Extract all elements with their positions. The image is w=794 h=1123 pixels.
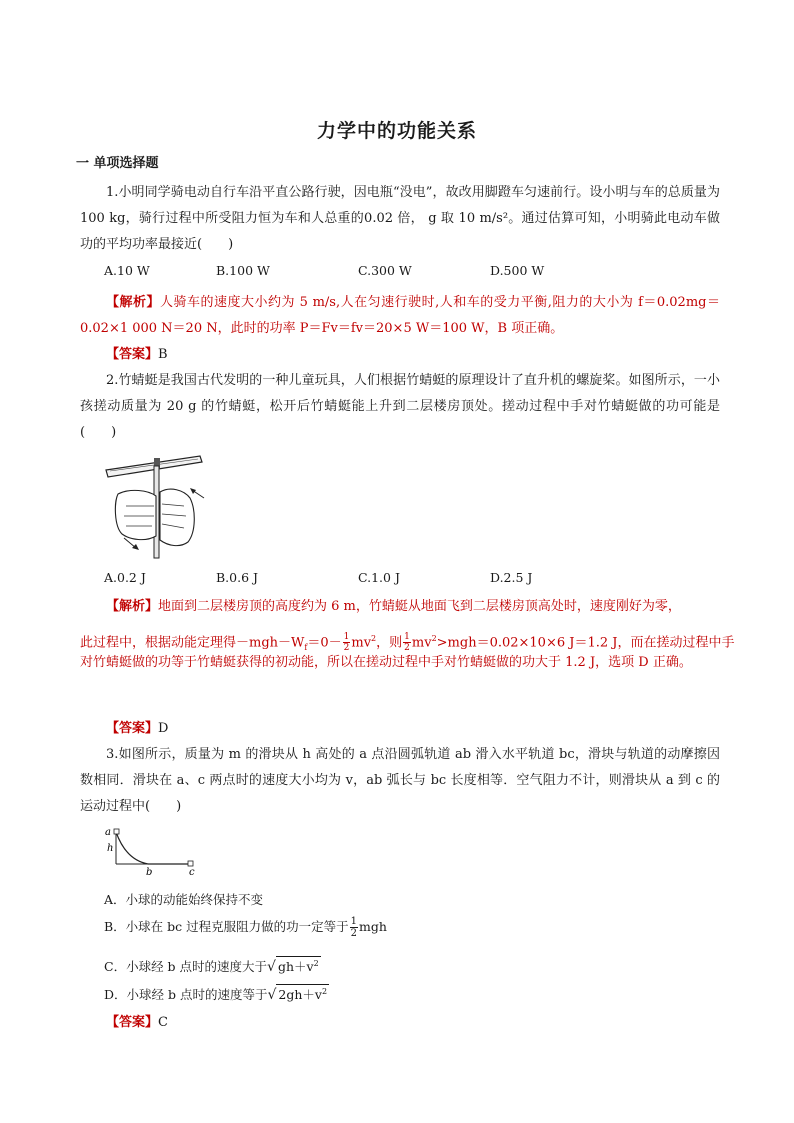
q1-option-a: A.10 W xyxy=(104,263,150,278)
q1-answer-tag: 【答案】 xyxy=(106,347,159,362)
q3-option-c: C．小球经 b 点时的速度大于√ $gh+v^2$ xyxy=(104,956,321,975)
q2-analysis-b1: 此过程中，根据动能定理得－mgh－W xyxy=(80,635,305,651)
q2-analysis-tag: 【解析】 xyxy=(106,599,159,614)
q1-answer xyxy=(80,342,720,368)
frac-num: 1 xyxy=(343,632,350,643)
q1-option-d: D.500 W xyxy=(490,263,545,278)
q2-analysis-b6: >mgh＝0.02×10×6 J＝1.2 J，而在搓动过程中手 xyxy=(436,635,735,651)
q3-option-b-tail: mgh xyxy=(359,919,387,934)
q2-analysis-line3: 对竹蜻蜓做的功等于竹蜻蜓获得的初动能，所以在搓动过程中手对竹蜻蜓做的功大于 1.2 J，选项 D 正确。 xyxy=(80,655,692,670)
q3-option-c-text: C．小球经 b 点时的速度大于 xyxy=(104,959,268,974)
q2-analysis-text-a: 地面到二层楼房顶的高度约为 6 m，竹蜻蜓从地面飞到二层楼房顶高处时，速度刚好为零， xyxy=(158,599,681,614)
q2-option-c: C.1.0 J xyxy=(358,570,400,585)
q2-option-d: D.2.5 J xyxy=(490,570,533,585)
q3-option-b xyxy=(104,916,387,939)
label-a: a xyxy=(105,827,111,838)
q3-sup-d: 2 xyxy=(321,986,328,996)
q1-stem: 1.小明同学骑电动自行车沿平直公路行驶，因电瓶“没电”，故改用脚蹬车匀速前行。设小明与车的总质量为 100 kg，骑行过程中所受阻力恒为车和人总重的0.02 倍， g 取 10 m/s²。通过估算可知，小明骑此电动车做功的平均功率最接近( ) xyxy=(80,185,720,252)
q3-option-a: A．小球的动能始终保持不变 xyxy=(104,892,264,907)
q2-option-a: A.0.2 J xyxy=(104,570,146,585)
q3-sup-c: 2 xyxy=(313,958,319,968)
q3-option-d-text: D．小球经 b 点时的速度等于 xyxy=(104,987,268,1002)
q2-answer xyxy=(80,716,720,742)
q2-analysis-b2: ＝0－ xyxy=(307,635,342,651)
page-title: 力学中的功能关系 xyxy=(316,120,477,142)
q1-answer-value: B xyxy=(158,347,168,362)
q2-analysis-b3: mv xyxy=(351,635,372,651)
q3-option-c-radicand: gh＋v xyxy=(277,959,314,974)
q2-analysis-b5: mv xyxy=(411,635,432,651)
q2-sup-2: 2 xyxy=(431,634,437,643)
q3-stem: 3.如图所示，质量为 m 的滑块从 h 高处的 a 点沿圆弧轨道 ab 滑入水平轨道 bc，滑块与轨道的动摩擦因数相同．滑块在 a、c 两点时的速度大小均为 v，ab 弧长与 bc 长度相等．空气阻力不计，则滑块从 a 到 c 的运动过程中( ) xyxy=(80,747,720,814)
label-c: c xyxy=(189,867,195,876)
q1-analysis xyxy=(80,290,720,342)
q3-fraction xyxy=(350,916,358,939)
bamboo-dragonfly-figure xyxy=(104,450,214,562)
q3-option-b-text: B．小球在 bc 过程克服阻力做的功一定等于 xyxy=(104,919,349,934)
q1-analysis-tag: 【解析】 xyxy=(106,295,161,310)
section-heading: 一 单项选择题 xyxy=(76,156,159,171)
q2-analysis-b4: ，则 xyxy=(376,635,403,651)
track-figure xyxy=(102,826,202,876)
q2-analysis-line1 xyxy=(80,594,720,620)
q2-answer-value: D xyxy=(158,721,169,736)
q3-answer-tag: 【答案】 xyxy=(106,1015,159,1030)
frac-num: 1 xyxy=(404,632,410,643)
label-b: b xyxy=(146,867,153,876)
q1-analysis-text: 人骑车的速度大小约为 5 m/s,人在匀速行驶时,人和车的受力平衡,阻力的大小为 f＝0.02mg＝0.02×1 000 N＝20 N，此时的功率 P＝Fv＝fv＝20×5 W＝100 W，B 项正确。 xyxy=(80,295,720,336)
frac-den: 2 xyxy=(343,643,350,654)
q3-option-d: D．小球经 b 点时的速度等于√ $2gh+v^2$ xyxy=(104,984,329,1003)
q2-option-b: B.0.6 J xyxy=(216,570,259,585)
frac-num: 1 xyxy=(350,916,358,927)
q3-answer xyxy=(80,1010,720,1036)
q3-option-d-radicand: 2gh＋v xyxy=(278,987,322,1002)
frac-den: 2 xyxy=(350,928,358,939)
frac-den: 2 xyxy=(404,643,410,654)
label-h: h xyxy=(107,843,114,854)
q2-analysis-sub: f xyxy=(304,642,308,652)
q2-stem: 2.竹蜻蜓是我国古代发明的一种儿童玩具，人们根据竹蜻蜓的原理设计了直升机的螺旋桨。如图所示，一小孩搓动质量为 20 g 的竹蜻蜓，松开后竹蜻蜓能上升到二层楼房顶处。搓动过程中手对竹蜻蜓做的功可能是( ) xyxy=(80,373,720,440)
q1-option-c: C.300 W xyxy=(358,263,412,278)
q3-answer-value: C xyxy=(158,1015,168,1030)
q1-option-b: B.100 W xyxy=(216,263,270,278)
q2-answer-tag: 【答案】 xyxy=(106,721,159,736)
q2-sup-1: 2 xyxy=(371,634,377,643)
